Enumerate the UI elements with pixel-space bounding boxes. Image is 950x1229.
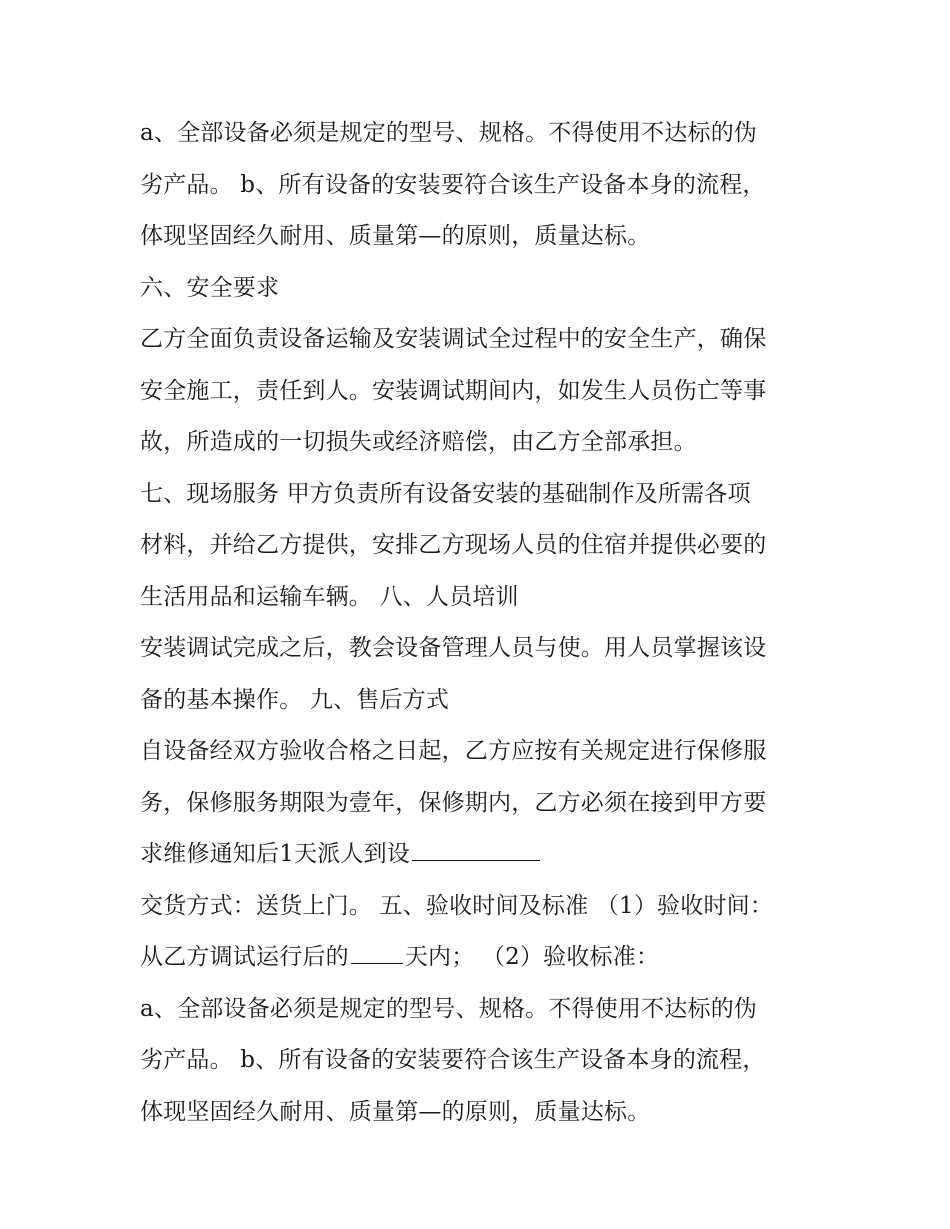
- text-fragment: 天内； （2）验收标准：: [404, 944, 660, 970]
- text-line: 交货方式：送货上门。 五、验收时间及标准 （1）验收时间：: [140, 892, 774, 919]
- text-line: 劣产品。 b、所有设备的安装要符合该生产设备本身的流程，: [140, 171, 766, 198]
- document-page: [140, 108, 820, 1138]
- text-line: 务，保修服务期限为壹年，保修期内，乙方必须在接到甲方要: [140, 789, 767, 816]
- text-line: 材料，并给乙方提供，安排乙方现场人员的住宿并提供必要的: [140, 532, 767, 558]
- text-line: 安全施工，责任到人。安装调试期间内，如发生人员伤亡等事: [140, 377, 767, 404]
- text-line: a、全部设备必须是规定的型号、规格。不得使用不达标的伪: [140, 120, 758, 146]
- text-line: 体现坚固经久耐用、质量第—的原则，质量达标。: [140, 223, 651, 249]
- text-line: 劣产品。 b、所有设备的安装要符合该生产设备本身的流程，: [140, 1047, 766, 1073]
- text-line: 体现坚固经久耐用、质量第—的原则，质量达标。: [140, 1098, 651, 1125]
- text-line: 备的基本操作。 九、售后方式: [140, 686, 450, 713]
- fill-in-blank: [412, 834, 540, 861]
- text-line: 七、现场服务 甲方负责所有设备安装的基础制作及所需各项: [140, 480, 751, 507]
- text-line-with-blank: [140, 829, 820, 881]
- text-line: 乙方全面负责设备运输及安装调试全过程中的安全生产，确保: [140, 326, 767, 352]
- text-line: 生活用品和运输车辆。 八、人员培训: [140, 583, 519, 610]
- text-fragment: 从乙方调试运行后的: [140, 944, 349, 970]
- text-line: 安装调试完成之后，教会设备管理人员与使。用人员掌握该设: [140, 635, 767, 661]
- section-heading-safety: 六、安全要求: [140, 274, 280, 301]
- text-fragment: 求维修通知后1天派人到设: [140, 841, 411, 867]
- text-line: 自设备经双方验收合格之日起，乙方应按有关规定进行保修服: [140, 738, 767, 764]
- text-line-with-blank: [140, 932, 820, 984]
- text-line: 故，所造成的一切损失或经济赔偿，由乙方全部承担。: [140, 429, 697, 455]
- text-line: a、全部设备必须是规定的型号、规格。不得使用不达标的伪: [140, 995, 758, 1022]
- fill-in-blank: [351, 937, 403, 964]
